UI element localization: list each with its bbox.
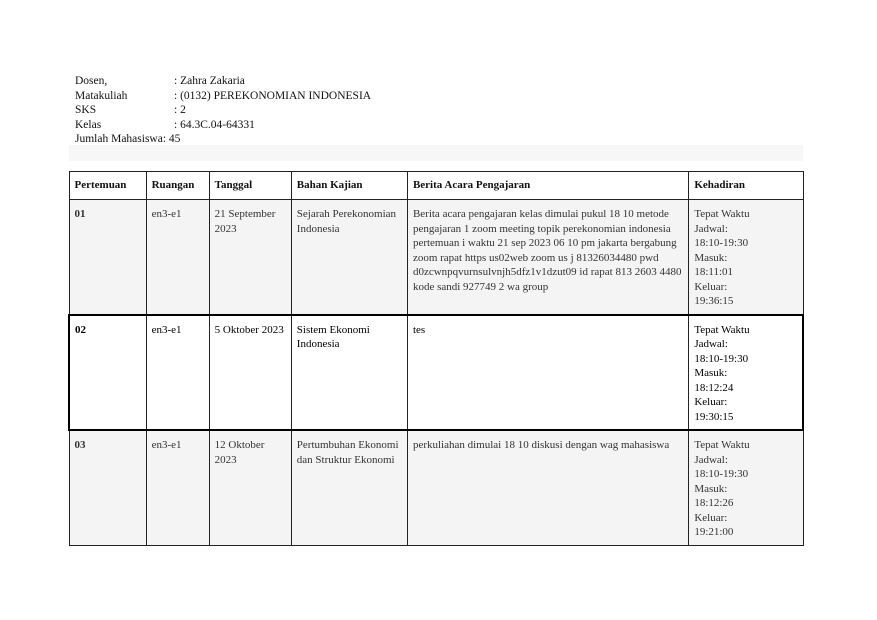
info-label: Matakuliah: [75, 89, 128, 102]
attendance-status: Tepat Waktu: [694, 208, 750, 220]
course-name: : (0132) PEREKONOMIAN INDONESIA: [174, 89, 372, 102]
checkout-label: Keluar:: [694, 511, 728, 524]
credit-value: : 2: [174, 104, 186, 116]
cell-ruangan: en3-e1: [146, 200, 209, 315]
header-ruangan: Ruangan: [146, 172, 209, 200]
schedule-time: 18:10-19:30: [694, 352, 749, 365]
cell-berita-acara: Berita acara pengajaran kelas dimulai pukul 18 10 metode pengajaran 1 zoom meeting topik perekonomian indonesia pertemuan i waktu 21 sep 2023 06 10 pm jakarta bergabung zoom rapat https us02web zoom us j 81326034480 pwd d0zcwnpqvurnsulvnjh5dfz1v1dzut09 id rapat 813 2603 4480 kode sandi 927749 2 wa group: [407, 200, 688, 315]
student-count: : 45: [162, 133, 181, 145]
cell-ruangan: en3-e1: [146, 430, 209, 545]
attendance-table: [68, 171, 804, 546]
info-label: Kelas: [75, 118, 102, 131]
cell-tanggal: 5 Oktober 2023: [209, 315, 291, 431]
cell-pertemuan: 02: [69, 315, 146, 431]
checkout-label: Keluar:: [694, 396, 728, 408]
cell-berita-acara: perkuliahan dimulai 18 10 diskusi dengan wag mahasiswa: [407, 430, 688, 545]
cell-ruangan: en3-e1: [146, 315, 209, 431]
schedule-label: Jadwal:: [694, 453, 728, 466]
cell-berita-acara: tes: [407, 315, 688, 431]
header-tanggal: Tanggal: [209, 172, 291, 200]
checkin-label: Masuk:: [694, 251, 728, 264]
cell-bahan-kajian: Sistem Ekonomi Indonesia: [291, 315, 407, 431]
checkout-label: Keluar:: [694, 280, 728, 293]
checkout-time: 19:21:00: [694, 526, 734, 538]
cell-tanggal: 12 Oktober 2023: [209, 430, 291, 545]
cell-pertemuan: 01: [69, 200, 146, 315]
checkin-time: 18:12:24: [694, 381, 734, 394]
info-row-kelas: [75, 118, 371, 133]
info-label: SKS: [75, 104, 97, 116]
table-header-row: [69, 172, 803, 200]
table-row: [69, 430, 803, 545]
info-row-sks: [75, 103, 371, 118]
header-pertemuan: Pertemuan: [69, 172, 146, 200]
class-code: : 64.3C.04-64331: [174, 118, 255, 131]
cell-pertemuan: 03: [69, 430, 146, 545]
info-row-matakuliah: [75, 89, 371, 104]
schedule-label: Jadwal:: [694, 338, 728, 350]
checkin-time: 18:12:26: [694, 497, 734, 509]
table-row: [69, 315, 803, 431]
table-row: [69, 200, 803, 315]
checkout-time: 19:30:15: [694, 410, 734, 423]
checkout-time: 19:36:15: [694, 295, 734, 307]
lecturer-name: : Zahra Zakaria: [174, 75, 245, 87]
header-bahan-kajian: Bahan Kajian: [291, 172, 407, 200]
cell-kehadiran: [689, 200, 803, 315]
checkin-time: 18:11:01: [694, 266, 734, 278]
cell-kehadiran: [689, 315, 803, 431]
checkin-label: Masuk:: [694, 482, 728, 495]
attendance-status: Tepat Waktu: [694, 323, 750, 336]
schedule-time: 18:10-19:30: [694, 237, 749, 249]
info-label: Jumlah Mahasiswa: [75, 133, 163, 145]
info-row-dosen: [75, 74, 371, 89]
cell-tanggal: 21 September 2023: [209, 200, 291, 315]
info-label: Dosen,: [75, 75, 108, 87]
header-berita-acara: Berita Acara Pengajaran: [407, 172, 688, 200]
info-divider-band: [69, 145, 803, 161]
course-info: [75, 74, 371, 147]
schedule-label: Jadwal:: [694, 222, 728, 235]
checkin-label: Masuk:: [694, 367, 728, 379]
attendance-status: Tepat Waktu: [694, 439, 750, 451]
cell-kehadiran: [689, 430, 803, 545]
header-kehadiran: Kehadiran: [689, 172, 803, 200]
cell-bahan-kajian: Sejarah Perekonomian Indonesia: [291, 200, 407, 315]
schedule-time: 18:10-19:30: [694, 468, 749, 480]
cell-bahan-kajian: Pertumbuhan Ekonomi dan Struktur Ekonomi: [291, 430, 407, 545]
